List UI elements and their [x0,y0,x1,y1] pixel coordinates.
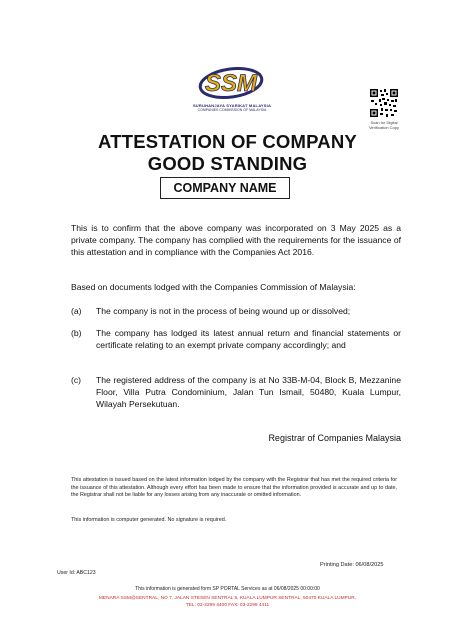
logo-subtitle-ms: SURUHANJAYA SYARIKAT MALAYSIA [192,103,272,108]
logo-subtitle-en: COMPANIES COMMISSION OF MALAYSIA [197,108,267,112]
item-c-text: The registered address of the company is at No 33B-M-04, Block B, Mezzanine Floor, Villa Putra Condominium, Jalan Tun Ismail, 50480, Kuala Lumpur, Wilayah Persekutuan. [96,375,401,410]
documents-intro-paragraph: Based on documents lodged with the Companies Commission of Malaysia: [71,282,356,292]
company-name-box: COMPANY NAME [160,177,290,199]
footer-address: MENARA SSM@SENTRAL, NO 7, JALAN STESEN SENTRAL 5, KUALA LUMPUR SENTRAL, 50470 KUALA LUMPUR. [98,596,357,601]
qr-caption: Scan for Digital Verification Copy [368,120,399,130]
computer-generated-note: This information is computer generated. No signature is required. [71,517,227,523]
item-a-text: The company is not in the process of being wound up or dissolved; [96,306,351,316]
document-title [40,131,415,175]
item-b-text: The company has lodged its latest annual return and financial statements or certificate relating to an exempt private company accordingly; and [96,328,401,351]
footer-contact: TEL: 03-2299 4400 FAX: 03-2299 4411 [185,603,270,608]
logo-wordmark: SSM [204,70,258,97]
printing-date: Printing Date: 06/08/2025 [320,562,384,568]
disclaimer-note: This attestation is issued based on the latest information lodged by the company with the Registrar that has met the required criteria for the issuance of this attestation. Although every effort has been made to ensure that the information provided is accurate and up to date, the Registrar shall not be liable for any losses arising from any inaccurate or omitted information. [71,477,397,499]
item-a-label: (a) [71,306,82,316]
item-c-label: (c) [71,375,82,385]
item-b-label: (b) [71,328,82,338]
user-id: User Id: ABC123 [57,570,96,576]
ssm-logo [195,62,267,106]
confirmation-paragraph: This is to confirm that the above company was incorporated on 3 May 2025 as a private company. The company has complied with the requirements for the issuance of this attestation and in compliance with the Companies Act 2016. [71,223,401,258]
title-line-1: ATTESTATION OF COMPANY [98,131,357,152]
title-line-2: GOOD STANDING [147,153,308,174]
qr-code-icon[interactable] [369,88,399,118]
registrar-signature-line: Registrar of Companies Malaysia [268,433,401,443]
footer-generated-note: This information is generated form SP PORTAL Services as at 06/08/2025 00:00:00 [135,586,320,592]
